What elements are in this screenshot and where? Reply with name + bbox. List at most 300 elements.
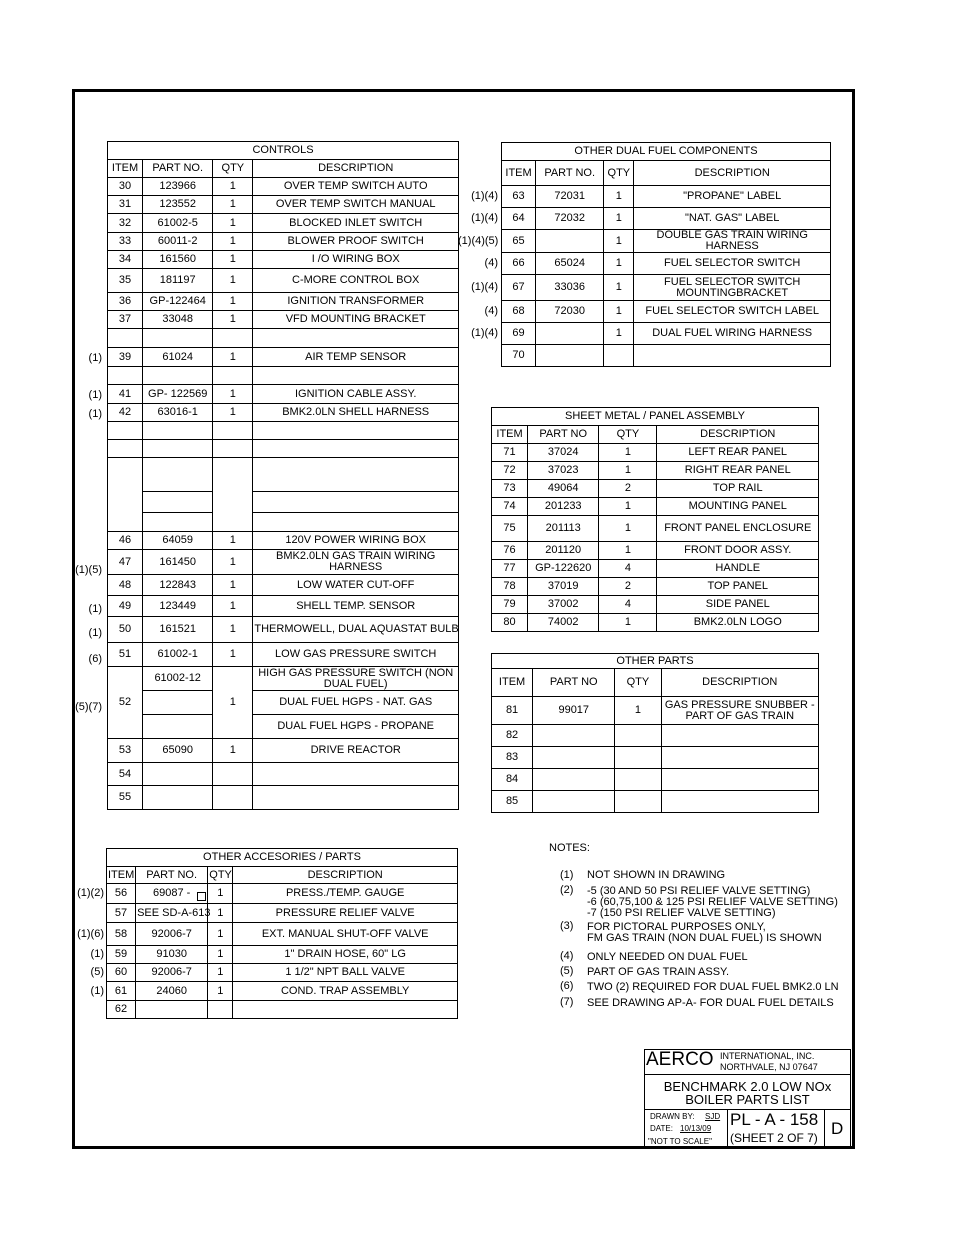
qty-cell: 1 (213, 251, 253, 269)
sheet-metal-table (491, 407, 819, 632)
table-row (492, 747, 819, 769)
note-text: TWO (2) REQUIRED FOR DUAL FUEL BMK2.0 LN (587, 981, 839, 993)
item-cell (108, 329, 143, 348)
scale-note: "NOT TO SCALE" (648, 1137, 712, 1146)
table-row (107, 964, 458, 982)
description-cell: DRIVE REACTOR (253, 739, 459, 763)
item-cell: 66 (502, 253, 536, 275)
part-number-cell: GP- 122569 (143, 385, 213, 404)
part-number-cell: 65090 (143, 739, 213, 763)
qty-cell: 1 (604, 301, 634, 323)
description-cell: DUAL FUEL HGPS - NAT. GAS (253, 691, 459, 715)
drawn-by-value: SJD (705, 1112, 721, 1121)
table-row (502, 323, 831, 345)
qty-cell: 1 (213, 643, 253, 667)
item-cell: 52 (108, 667, 143, 739)
item-cell (108, 513, 143, 532)
qty-cell: 1 (599, 444, 657, 462)
item-cell (108, 367, 143, 385)
qty-cell: 1 (213, 311, 253, 329)
note-text: -7 (150 PSI RELIEF VALVE SETTING) (587, 907, 776, 919)
table-row (502, 301, 831, 323)
part-number-cell: GP-122620 (528, 560, 599, 578)
table-row (108, 367, 459, 385)
item-cell: 61 (107, 982, 136, 1001)
part-number-cell: 161521 (143, 617, 213, 643)
other-parts-title: OTHER PARTS (491, 653, 819, 668)
qty-cell (208, 1001, 233, 1019)
qty-cell (213, 458, 253, 492)
qty-cell: 1 (604, 208, 634, 230)
description-cell: HANDLE (657, 560, 819, 578)
item-cell: 35 (108, 269, 143, 293)
part-number-cell (143, 715, 213, 739)
item-cell: 65 (502, 230, 536, 253)
part-number-cell: 123552 (143, 196, 213, 214)
part-number-cell (533, 769, 615, 791)
part-number-cell: 122843 (143, 575, 213, 596)
description-cell: 1" DRAIN HOSE, 60" LG (233, 946, 458, 964)
qty-cell: 4 (599, 560, 657, 578)
table-row (108, 667, 459, 691)
description-cell (661, 769, 818, 791)
description-cell: FRONT PANEL ENCLOSURE (657, 516, 819, 542)
company-line1: INTERNATIONAL, INC. (720, 1051, 815, 1061)
description-cell (253, 329, 459, 348)
item-note-ref: (5) (90, 966, 104, 978)
qty-cell: 1 (213, 667, 253, 739)
qty-cell (615, 769, 661, 791)
table-row (492, 516, 819, 542)
qty-cell (213, 329, 253, 348)
item-cell: 50 (108, 617, 143, 643)
revision-letter: D (831, 1119, 844, 1138)
table-row (492, 498, 819, 516)
description-cell: HIGH GAS PRESSURE SWITCH (NON DUAL FUEL) (253, 667, 459, 691)
qty-cell: 1 (213, 404, 253, 422)
table-row (108, 596, 459, 617)
qty-cell: 1 (208, 982, 233, 1001)
note-text: SEE DRAWING AP-A- FOR DUAL FUEL DETAILS (587, 997, 834, 1009)
description-cell (634, 345, 831, 367)
qty-cell: 1 (213, 196, 253, 214)
item-cell: 78 (492, 578, 528, 596)
part-number-cell: 37002 (528, 596, 599, 614)
col-header-part: PART NO. (536, 161, 604, 186)
part-number-cell: 63016-1 (143, 404, 213, 422)
col-header-qty: QTY (599, 426, 657, 444)
qty-cell (615, 725, 661, 747)
part-number-cell (143, 513, 213, 532)
table-row (492, 725, 819, 747)
item-cell: 47 (108, 550, 143, 575)
table-row (492, 480, 819, 498)
table-row (108, 440, 459, 458)
description-cell (253, 492, 459, 513)
table-row (108, 550, 459, 575)
description-cell: GAS PRESSURE SNUBBER - PART OF GAS TRAIN (661, 697, 818, 725)
item-cell: 39 (108, 348, 143, 367)
qty-cell: 1 (208, 946, 233, 964)
description-cell (661, 791, 818, 813)
part-number-cell (533, 791, 615, 813)
qty-cell: 1 (599, 516, 657, 542)
date-label: DATE: (650, 1124, 673, 1133)
qty-cell: 1 (213, 550, 253, 575)
item-cell: 58 (107, 923, 136, 946)
qty-cell: 1 (615, 697, 661, 725)
title-block (644, 1049, 851, 1149)
part-number-cell: 72031 (536, 186, 604, 208)
part-number-cell: 74002 (528, 614, 599, 632)
controls-table (107, 141, 459, 810)
description-cell: OVER TEMP SWITCH AUTO (253, 178, 459, 196)
part-number-cell: 69087 - (136, 884, 208, 904)
item-note-ref: (5)(7) (75, 701, 102, 713)
col-header-desc: DESCRIPTION (661, 669, 818, 697)
note-number: (7) (560, 996, 574, 1008)
part-number-cell: 61002-12 (143, 667, 213, 691)
qty-cell: 4 (599, 596, 657, 614)
item-cell: 80 (492, 614, 528, 632)
qty-cell: 1 (213, 575, 253, 596)
table-row (502, 208, 831, 230)
qty-cell: 1 (213, 178, 253, 196)
description-cell: EXT. MANUAL SHUT-OFF VALVE (233, 923, 458, 946)
dual-fuel-title: OTHER DUAL FUEL COMPONENTS (501, 142, 831, 160)
item-note-ref: (6) (88, 653, 102, 665)
part-number-cell (143, 458, 213, 492)
part-number-cell: 92006-7 (136, 923, 208, 946)
qty-cell: 1 (599, 462, 657, 480)
part-number-cell (533, 747, 615, 769)
table-row (108, 643, 459, 667)
qty-cell: 1 (599, 498, 657, 516)
col-header-qty: QTY (208, 867, 233, 884)
table-row (492, 614, 819, 632)
description-cell: TOP PANEL (657, 578, 819, 596)
item-cell: 81 (492, 697, 533, 725)
description-cell: SIDE PANEL (657, 596, 819, 614)
part-number-cell: 91030 (136, 946, 208, 964)
description-cell (253, 440, 459, 458)
qty-cell: 1 (213, 532, 253, 550)
qty-cell: 1 (213, 214, 253, 233)
item-cell: 42 (108, 404, 143, 422)
item-note-ref: (1) (88, 408, 102, 420)
item-cell (108, 440, 143, 458)
col-header-part: PART NO. (143, 160, 213, 178)
table-row (107, 904, 458, 923)
item-cell: 41 (108, 385, 143, 404)
col-header-qty: QTY (213, 160, 253, 178)
description-cell: LOW WATER CUT-OFF (253, 575, 459, 596)
table-row (108, 691, 459, 715)
col-header-desc: DESCRIPTION (634, 161, 831, 186)
description-cell: FUEL SELECTOR SWITCH (634, 253, 831, 275)
description-cell: DUAL FUEL WIRING HARNESS (634, 323, 831, 345)
note-number: (2) (560, 884, 574, 896)
table-row (492, 578, 819, 596)
description-cell: DUAL FUEL HGPS - PROPANE (253, 715, 459, 739)
item-cell: 54 (108, 763, 143, 786)
item-cell: 69 (502, 323, 536, 345)
table-row (108, 385, 459, 404)
item-cell: 36 (108, 293, 143, 311)
table-row (492, 542, 819, 560)
description-cell: IGNITION CABLE ASSY. (253, 385, 459, 404)
item-cell: 51 (108, 643, 143, 667)
description-cell: BLOCKED INLET SWITCH (253, 214, 459, 233)
qty-cell: 1 (213, 596, 253, 617)
item-note-ref: (1)(6) (77, 927, 104, 940)
part-number-cell (143, 440, 213, 458)
description-cell: BLOWER PROOF SWITCH (253, 233, 459, 251)
qty-cell: 1 (213, 348, 253, 367)
table-row (108, 404, 459, 422)
description-cell: 120V POWER WIRING BOX (253, 532, 459, 550)
other-parts-table (491, 653, 819, 813)
col-header-item: ITEM (108, 160, 143, 178)
item-cell: 72 (492, 462, 528, 480)
description-cell (253, 422, 459, 440)
description-cell: COND. TRAP ASSEMBLY (233, 982, 458, 1001)
qty-cell: 1 (213, 233, 253, 251)
part-number-cell (536, 230, 604, 253)
col-header-desc: DESCRIPTION (233, 867, 458, 884)
description-cell: RIGHT REAR PANEL (657, 462, 819, 480)
note-text: FM GAS TRAIN (NON DUAL FUEL) IS SHOWN (587, 932, 822, 944)
table-row (108, 422, 459, 440)
note-text: ONLY NEEDED ON DUAL FUEL (587, 951, 748, 963)
item-cell: 55 (108, 786, 143, 810)
table-row (492, 596, 819, 614)
note-number: (1) (560, 869, 574, 881)
note-number: (3) (560, 920, 574, 932)
item-cell: 68 (502, 301, 536, 323)
item-cell (108, 492, 143, 513)
table-row (108, 715, 459, 739)
item-note-ref: (1)(4) (471, 327, 498, 339)
table-row (502, 186, 831, 208)
item-note-ref: (4) (484, 305, 498, 317)
item-cell: 57 (107, 904, 136, 923)
part-number-cell: 61002-5 (143, 214, 213, 233)
part-number-cell: 60011-2 (143, 233, 213, 251)
qty-cell: 2 (599, 578, 657, 596)
qty-cell (615, 791, 661, 813)
qty-cell: 1 (604, 230, 634, 253)
drawing-number: PL - A - 158 (730, 1110, 819, 1129)
item-cell: 53 (108, 739, 143, 763)
part-number-cell: 161560 (143, 251, 213, 269)
part-number-cell (143, 367, 213, 385)
table-row (108, 196, 459, 214)
part-number-cell: 123449 (143, 596, 213, 617)
description-cell (233, 1001, 458, 1019)
item-note-ref: (1) (88, 352, 102, 364)
item-note-ref: (1)(4) (471, 190, 498, 202)
company-logo: AERCO (646, 1049, 714, 1070)
drawing-title-line1: BENCHMARK 2.0 LOW NOx (663, 1079, 832, 1094)
table-row (108, 178, 459, 196)
item-note-ref: (1) (90, 948, 104, 960)
col-header-item: ITEM (492, 669, 533, 697)
item-cell: 46 (108, 532, 143, 550)
item-cell: 75 (492, 516, 528, 542)
description-cell (253, 458, 459, 492)
drawing-title-line2: BOILER PARTS LIST (685, 1092, 810, 1107)
item-cell: 31 (108, 196, 143, 214)
part-number-cell: 24060 (136, 982, 208, 1001)
part-number-cell: 61024 (143, 348, 213, 367)
part-number-cell: GP-122464 (143, 293, 213, 311)
table-row (108, 763, 459, 786)
square-symbol (197, 892, 206, 901)
part-number-cell: 72032 (536, 208, 604, 230)
part-number-cell: 37024 (528, 444, 599, 462)
col-header-qty: QTY (615, 669, 661, 697)
note-text: NOT SHOWN IN DRAWING (587, 869, 726, 881)
description-cell: LEFT REAR PANEL (657, 444, 819, 462)
item-cell (108, 422, 143, 440)
item-cell (108, 458, 143, 492)
company-line2: NORTHVALE, NJ 07647 (720, 1062, 818, 1072)
part-number-cell: 92006-7 (136, 964, 208, 982)
item-cell: 73 (492, 480, 528, 498)
table-row (107, 1001, 458, 1019)
col-header-desc: DESCRIPTION (253, 160, 459, 178)
description-cell (661, 725, 818, 747)
item-note-ref: (1) (90, 984, 104, 997)
qty-cell: 1 (213, 293, 253, 311)
col-header-item: ITEM (107, 867, 136, 884)
item-cell: 49 (108, 596, 143, 617)
part-number-cell: 181197 (143, 269, 213, 293)
item-cell: 64 (502, 208, 536, 230)
table-row (108, 532, 459, 550)
qty-cell (213, 422, 253, 440)
part-number-cell (143, 786, 213, 810)
part-number-cell: 37023 (528, 462, 599, 480)
item-cell: 85 (492, 791, 533, 813)
accessories-title: OTHER ACCESORIES / PARTS (106, 848, 458, 866)
table-row (108, 251, 459, 269)
item-note-ref: (1)(5) (75, 564, 102, 576)
description-cell: 1 1/2" NPT BALL VALVE (233, 964, 458, 982)
part-number-cell: 64059 (143, 532, 213, 550)
item-note-ref: (4) (484, 257, 498, 269)
item-cell: 79 (492, 596, 528, 614)
col-header-qty: QTY (604, 161, 634, 186)
description-cell: C-MORE CONTROL BOX (253, 269, 459, 293)
item-note-ref: (1)(2) (77, 887, 104, 899)
item-cell: 59 (107, 946, 136, 964)
qty-cell: 1 (213, 739, 253, 763)
description-cell: I /O WIRING BOX (253, 251, 459, 269)
part-number-cell: 49064 (528, 480, 599, 498)
date-value: 10/13/09 (680, 1124, 712, 1133)
part-number-cell (143, 763, 213, 786)
description-cell: TOP RAIL (657, 480, 819, 498)
description-cell: "NAT. GAS" LABEL (634, 208, 831, 230)
qty-cell (213, 440, 253, 458)
description-cell: THERMOWELL, DUAL AQUASTAT BULB (253, 617, 459, 643)
item-note-ref: (1) (88, 603, 102, 615)
item-cell: 34 (108, 251, 143, 269)
qty-cell (213, 513, 253, 532)
table-row (492, 560, 819, 578)
table-row (108, 348, 459, 367)
table-row (502, 275, 831, 301)
description-cell: AIR TEMP SENSOR (253, 348, 459, 367)
description-cell: BMK2.0LN LOGO (657, 614, 819, 632)
item-cell: 83 (492, 747, 533, 769)
table-row (108, 575, 459, 596)
table-row (107, 884, 458, 904)
col-header-part: PART NO (528, 426, 599, 444)
item-cell: 30 (108, 178, 143, 196)
part-number-cell: 201233 (528, 498, 599, 516)
description-cell: FUEL SELECTOR SWITCH LABEL (634, 301, 831, 323)
part-number-cell: 33036 (536, 275, 604, 301)
table-row (108, 329, 459, 348)
table-row (108, 739, 459, 763)
sheet-number: (SHEET 2 OF 7) (730, 1131, 818, 1145)
item-cell: 82 (492, 725, 533, 747)
item-cell: 76 (492, 542, 528, 560)
qty-cell: 1 (208, 923, 233, 946)
part-number-cell: 33048 (143, 311, 213, 329)
table-row (502, 345, 831, 367)
table-row (108, 458, 459, 492)
qty-cell: 1 (604, 275, 634, 301)
description-cell: FRONT DOOR ASSY. (657, 542, 819, 560)
description-cell (253, 513, 459, 532)
table-row (492, 769, 819, 791)
table-row (108, 311, 459, 329)
description-cell: SHELL TEMP. SENSOR (253, 596, 459, 617)
note-number: (5) (560, 965, 574, 977)
part-number-cell: 123966 (143, 178, 213, 196)
item-cell: 33 (108, 233, 143, 251)
part-number-cell (143, 492, 213, 513)
qty-cell: 1 (208, 964, 233, 982)
description-cell: DOUBLE GAS TRAIN WIRING HARNESS (634, 230, 831, 253)
description-cell: BMK2.0LN GAS TRAIN WIRING HARNESS (253, 550, 459, 575)
qty-cell: 1 (604, 323, 634, 345)
qty-cell: 1 (213, 617, 253, 643)
description-cell: FUEL SELECTOR SWITCH MOUNTINGBRACKET (634, 275, 831, 301)
table-row (492, 444, 819, 462)
table-row (492, 462, 819, 480)
table-row (492, 697, 819, 725)
part-number-cell (143, 422, 213, 440)
qty-cell (213, 786, 253, 810)
note-text: -6 (60,75,100 & 125 PSI RELIEF VALVE SETTING) (587, 896, 838, 908)
part-number-cell: SEE SD-A-613 (136, 904, 208, 923)
table-row (108, 492, 459, 513)
description-cell (661, 747, 818, 769)
col-header-item: ITEM (502, 161, 536, 186)
table-row (107, 982, 458, 1001)
controls-title: CONTROLS (107, 141, 459, 159)
table-row (108, 293, 459, 311)
item-note-ref: (1)(4) (471, 281, 498, 293)
col-header-part: PART NO. (136, 867, 208, 884)
part-number-cell: 201120 (528, 542, 599, 560)
table-row (108, 214, 459, 233)
